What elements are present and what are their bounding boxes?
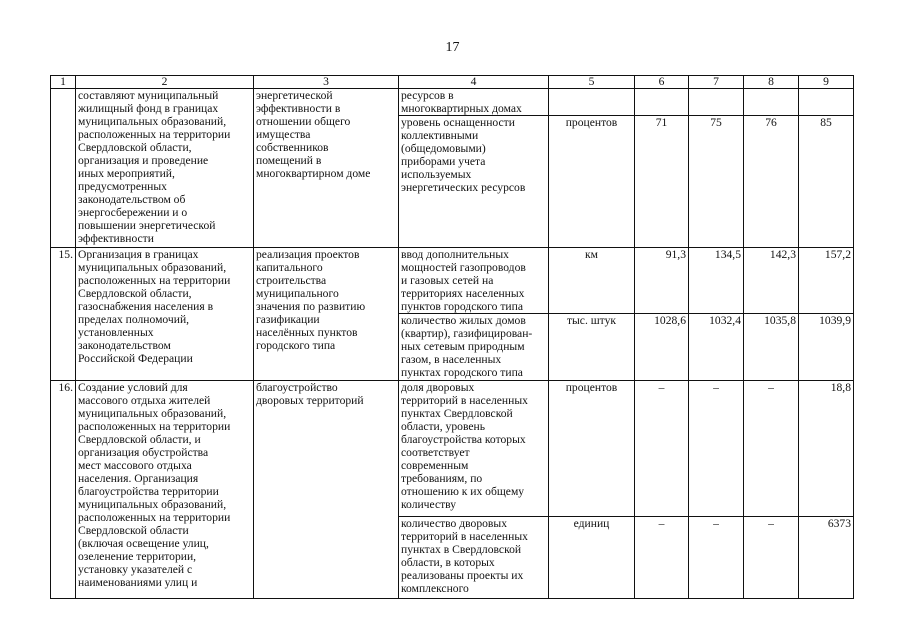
value-cell: – <box>689 381 744 517</box>
indicator-name: количество дворовых территорий в населенных пунктах в Свердловской области, в которых реализованы проекты их комплексного <box>399 517 549 599</box>
row-number: 16. <box>51 381 76 599</box>
value-cell: 134,5 <box>689 248 744 314</box>
unit-cell: км <box>549 248 635 314</box>
value-cell: – <box>744 381 799 517</box>
value-cell: 6373 <box>799 517 854 599</box>
value-cell: 18,8 <box>799 381 854 517</box>
task-cell: Организация в границах муниципальных образований, расположенных на территории Свердловской области, газоснабжения населения в пределах полномочий, установленных законодательством Российской Федерации <box>76 248 254 381</box>
value-cell: – <box>635 517 689 599</box>
unit-cell: процентов <box>549 381 635 517</box>
col-header: 7 <box>689 76 744 89</box>
value-cell: 1035,8 <box>744 314 799 381</box>
col-header: 4 <box>399 76 549 89</box>
task-cell: составляют муниципальный жилищный фонд в границах муниципальных образований, расположенных на территории Свердловской области, организация и проведение иных мероприятий, предусмотренных законодательством об энергосбережении и о повышении энергетической эффективности <box>76 89 254 248</box>
task-cell: Создание условий для массового отдыха жителей муниципальных образований, расположенных на территории Свердловской области, и организация обустройства мест массового отдыха населения. Организация благоустройства территории муниципальных образований, расположенных на территории Свердловской области (включая освещение улиц, озеленение территории, установку указателей с наименованиями улиц и <box>76 381 254 599</box>
indicator-name: доля дворовых территорий в населенных пунктах Свердловской области, уровень благоустройства которых соответствует современным требованиям, по отношению к их общему количеству <box>399 381 549 517</box>
value-cell <box>689 89 744 116</box>
col-header: 2 <box>76 76 254 89</box>
value-cell: 1028,6 <box>635 314 689 381</box>
value-cell: – <box>689 517 744 599</box>
value-cell: 76 <box>744 116 799 248</box>
table-row <box>51 89 854 116</box>
table-row <box>51 248 854 314</box>
unit-cell: тыс. штук <box>549 314 635 381</box>
value-cell: 71 <box>635 116 689 248</box>
indicator-name: количество жилых домов (квартир), газифицирован- ных сетевым природным газом, в населенных пунктах городского типа <box>399 314 549 381</box>
col-header: 5 <box>549 76 635 89</box>
value-cell <box>799 89 854 116</box>
value-cell: 85 <box>799 116 854 248</box>
row-number <box>51 89 76 248</box>
row-number: 15. <box>51 248 76 381</box>
col-header: 8 <box>744 76 799 89</box>
table-row <box>51 381 854 517</box>
event-cell: энергетической эффективности в отношении общего имущества собственников помещений в многоквартирном доме <box>254 89 399 248</box>
event-cell: реализация проектов капитального строительства муниципального значения по развитию газификации населённых пунктов городского типа <box>254 248 399 381</box>
value-cell: 142,3 <box>744 248 799 314</box>
table-header-row <box>51 76 854 89</box>
value-cell: 75 <box>689 116 744 248</box>
col-header: 3 <box>254 76 399 89</box>
value-cell: 91,3 <box>635 248 689 314</box>
value-cell <box>635 89 689 116</box>
unit-cell <box>549 89 635 116</box>
indicator-name: ввод дополнительных мощностей газопроводов и газовых сетей на территориях населенных пунктов городского типа <box>399 248 549 314</box>
value-cell: 1039,9 <box>799 314 854 381</box>
value-cell: – <box>635 381 689 517</box>
indicators-table <box>50 75 854 599</box>
event-cell: благоустройство дворовых территорий <box>254 381 399 599</box>
col-header: 1 <box>51 76 76 89</box>
unit-cell: процентов <box>549 116 635 248</box>
indicator-name: ресурсов в многоквартирных домах <box>399 89 549 116</box>
page-number: 17 <box>445 40 460 55</box>
value-cell: – <box>744 517 799 599</box>
col-header: 6 <box>635 76 689 89</box>
value-cell <box>744 89 799 116</box>
value-cell: 157,2 <box>799 248 854 314</box>
unit-cell: единиц <box>549 517 635 599</box>
value-cell: 1032,4 <box>689 314 744 381</box>
col-header: 9 <box>799 76 854 89</box>
indicator-name: уровень оснащенности коллективными (общедомовыми) приборами учета используемых энергетических ресурсов <box>399 116 549 248</box>
